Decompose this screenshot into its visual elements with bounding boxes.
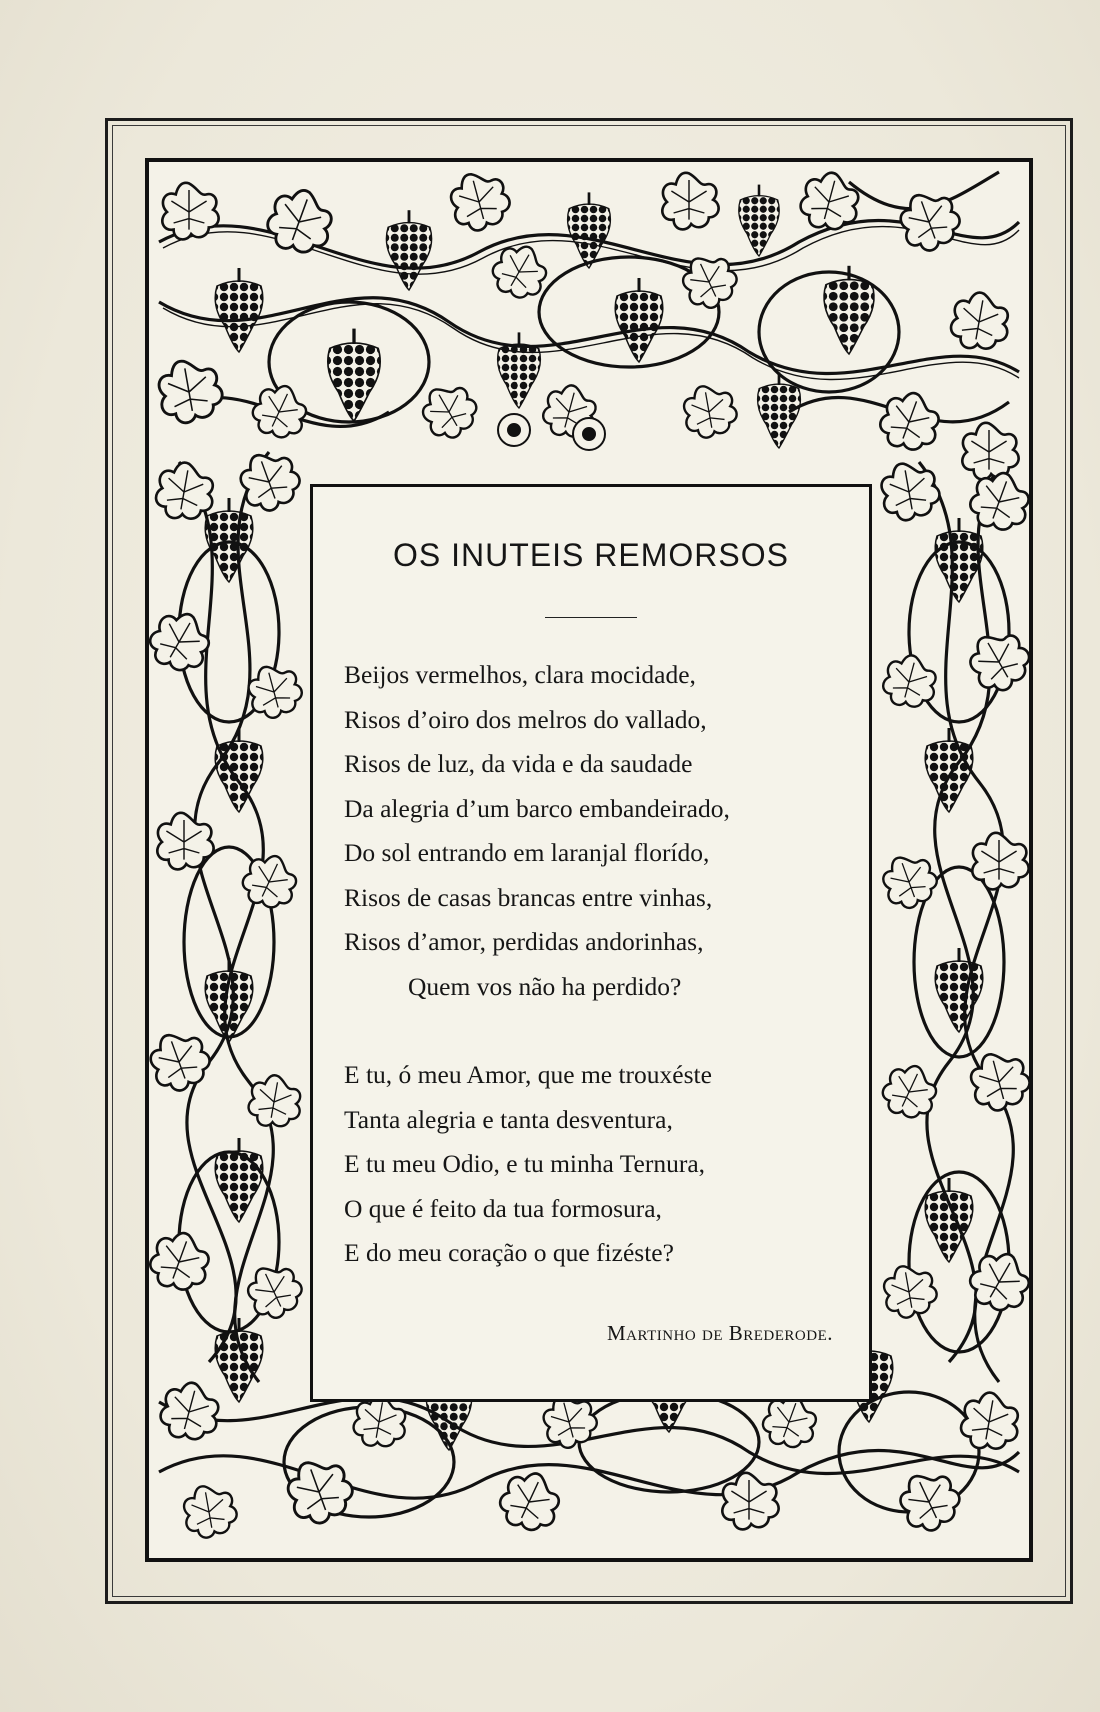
stanza-2-line-1: E tu, ó meu Amor, que me trouxéste xyxy=(344,1060,712,1089)
stanza-1-line-2: Risos d’oiro dos melros do vallado, xyxy=(344,704,707,734)
stanza-1-line-8: Quem vos não ha perdido? xyxy=(408,971,682,1001)
title-divider xyxy=(545,617,637,618)
stanza-2-line-5: E do meu coração o que fizéste? xyxy=(344,1238,674,1267)
stanza-2-line-4: O que é feito da tua formosura, xyxy=(344,1193,662,1223)
poem-panel xyxy=(310,484,872,1402)
stanza-2-line-3: E tu meu Odio, e tu minha Ternura, xyxy=(344,1149,706,1178)
stanza-1-line-4: Da alegria d’um barco embandeirado, xyxy=(344,793,730,823)
stanza-1-line-6: Risos de casas brancas entre vinhas, xyxy=(344,882,713,912)
poem-title: OS INUTEIS REMORSOS xyxy=(393,537,789,573)
stanza-2-line-2: Tanta alegria e tanta desventura, xyxy=(344,1104,673,1134)
stanza-1-line-1: Beijos vermelhos, clara mocidade, xyxy=(344,660,696,689)
stanza-gap xyxy=(344,1009,854,1053)
vine-ornament-border xyxy=(145,158,1033,1562)
author-signature: Martinho de Brederode. xyxy=(606,1321,833,1345)
stanza-1-line-3: Risos de luz, da vida e da saudade xyxy=(344,749,693,778)
stanza-1-line-7: Risos d’amor, perdidas andorinhas, xyxy=(344,927,704,956)
poem-body xyxy=(344,653,854,1276)
stanza-1-line-5: Do sol entrando em laranjal florído, xyxy=(344,838,710,867)
